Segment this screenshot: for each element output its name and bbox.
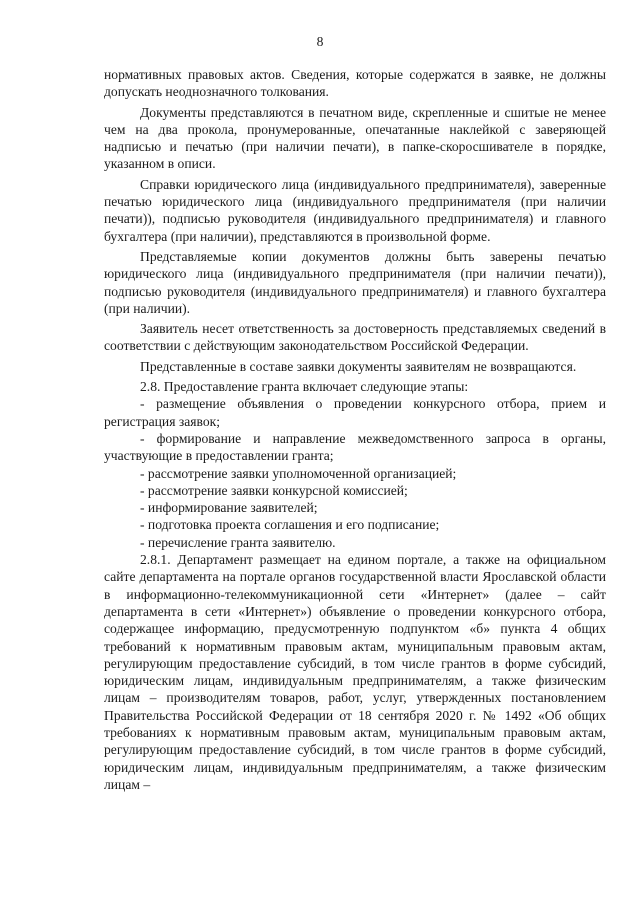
paragraph-6: Представленные в составе заявки документы заявителям не возвращаются. [140, 358, 577, 374]
paragraph-5: Заявитель несет ответственность за достоверность представляемых сведений в соответствии с действующим законодательством Российской Федерации. [104, 321, 606, 354]
document-body [104, 66, 606, 793]
section-2-8-1: 2.8.1. Департамент размещает на едином портале, а также на официальном сайте департамента на портале органов государственной власти Ярославской области в информационно-телекоммуникационной сети «Интернет» (далее – сайт департамента в сети «Интернет») объявление о проведении конкурсного отбора, содержащее информацию, предусмотренную подпунктом «б» пункта 4 общих требований к нормативным правовым актам, муниципальным правовым актам, регулирующим предоставление субсидий, в том числе грантов в форме субсидий, юридическим лицам, индивидуальным предпринимателям, а также физическим лицам – производителям товаров, работ, услуг, утвержденных постановлением Правительства Российской Федерации от 18 сентября 2020 г. № 1492 «Об общих требованиях к нормативным правовым актам, муниципальным правовым актам, регулирующим предоставление субсидий, в том числе грантов в форме субсидий, юридическим лицам, индивидуальным предпринимателям, а также физическим лицам – [104, 552, 606, 792]
paragraph-3: Справки юридического лица (индивидуального предпринимателя), заверенные печатью юридического лица (индивидуального предпринимателя (при наличии печати)), подписью руководителя (индивидуального предпринимателя) и главного бухгалтера (при наличии), представляются в произвольной форме. [104, 176, 606, 244]
list-item-informing: - информирование заявителей; [140, 500, 318, 516]
page-number: 8 [316, 34, 324, 49]
list-item-interagency-request: - формирование и направление межведомственного запроса в органы, участвующие в предоставлении гранта; [104, 430, 606, 464]
list-item-announcement: - размещение объявления о проведении конкурсного отбора, прием и регистрация заявок; [104, 396, 606, 429]
list-item-authorized-review: - рассмотрение заявки уполномоченной организацией; [140, 465, 457, 481]
paragraph-2: Документы представляются в печатном виде, скрепленные и сшитые не менее чем на два прокола, пронумерованные, опечатанные наклейкой с заверяющей надписью и печатью (при наличии печати), в папке-скоросшивателе в порядке, указанном в описи. [104, 104, 606, 172]
list-item-transfer: - перечисление гранта заявителю. [140, 534, 336, 550]
paragraph-4: Представляемые копии документов должны быть заверены печатью юридического лица (индивидуального предпринимателя (при наличии печати)), подписью руководителя (индивидуального предпринимателя) и главного бухгалтера (при наличии). [104, 248, 606, 316]
section-2-8-heading: 2.8. Предоставление гранта включает следующие этапы: [140, 379, 469, 395]
list-item-agreement: - подготовка проекта соглашения и его подписание; [140, 517, 440, 533]
paragraph-1: нормативных правовых актов. Сведения, которые содержатся в заявке, не должны допускать неоднозначного толкования. [104, 67, 606, 100]
list-item-commission-review: - рассмотрение заявки конкурсной комиссией; [140, 482, 408, 498]
